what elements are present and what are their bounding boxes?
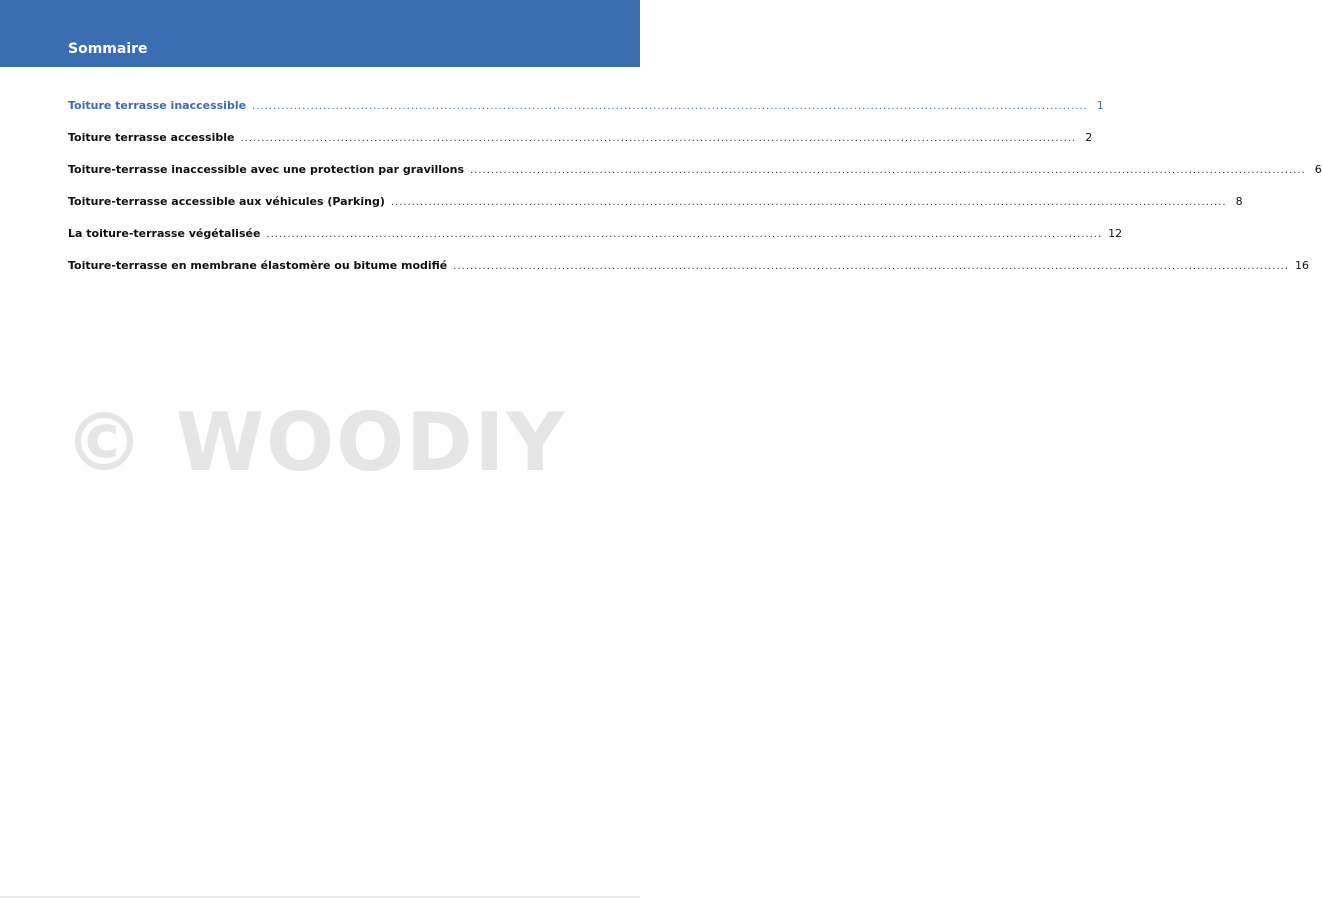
toc-entry-page: 2 xyxy=(1085,131,1093,144)
toc-dot-leader: ........................................................................................................................................................................................................ xyxy=(252,101,1088,112)
toc-dot-leader: ........................................................................................................................................................................................................ xyxy=(266,229,1103,240)
toc-entry-parking[interactable] xyxy=(68,192,1243,224)
toc-entry-membrane[interactable] xyxy=(68,256,1310,288)
toc-entry-page: 1 xyxy=(1096,99,1104,112)
table-of-contents xyxy=(68,96,1322,288)
toc-dot-leader: ........................................................................................................................................................................................................ xyxy=(453,261,1290,272)
toc-dot-leader: ........................................................................................................................................................................................................ xyxy=(390,197,1227,208)
toc-entry-gravillons[interactable] xyxy=(68,160,1322,192)
toc-entry-title: Toiture-terrasse en membrane élastomère ou bitume modifié xyxy=(68,259,448,272)
toc-entry-toiture-terrasse-inaccessible[interactable] xyxy=(68,96,1104,128)
header-bar xyxy=(0,0,640,67)
toc-entry-page: 6 xyxy=(1314,163,1322,176)
page-title: Sommaire xyxy=(68,41,148,57)
toc-dot-leader: ........................................................................................................................................................................................................ xyxy=(240,133,1077,144)
toc-dot-leader: ........................................................................................................................................................................................................ xyxy=(470,165,1306,176)
toc-entry-page: 16 xyxy=(1295,259,1310,272)
watermark: © WOODIY xyxy=(64,396,567,489)
toc-entry-vegetalisee[interactable] xyxy=(68,224,1123,256)
toc-entry-page: 12 xyxy=(1108,227,1123,240)
toc-entry-toiture-terrasse-accessible[interactable] xyxy=(68,128,1093,160)
toc-entry-title: Toiture terrasse accessible xyxy=(68,131,235,144)
toc-entry-page: 8 xyxy=(1235,195,1243,208)
toc-entry-title: La toiture-terrasse végétalisée xyxy=(68,227,261,240)
toc-entry-title: Toiture terrasse inaccessible xyxy=(68,99,247,112)
toc-entry-title: Toiture-terrasse inaccessible avec une protection par gravillons xyxy=(68,163,464,176)
toc-entry-title: Toiture-terrasse accessible aux véhicules (Parking) xyxy=(68,195,385,208)
